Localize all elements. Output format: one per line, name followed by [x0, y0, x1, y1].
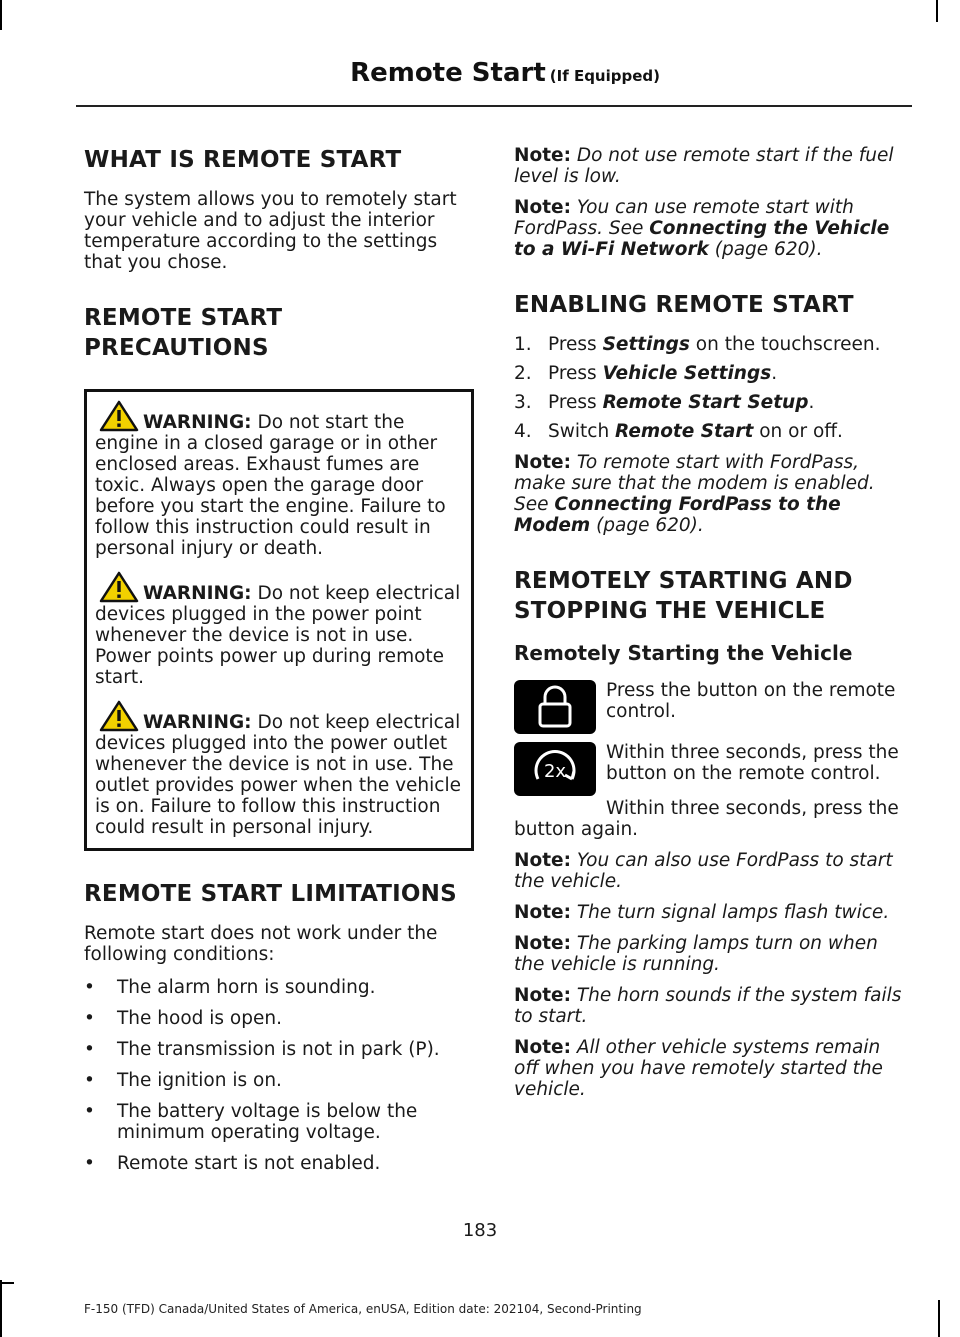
header-subtitle: (If Equipped)	[549, 67, 660, 85]
warning-label: WARNING:	[143, 412, 252, 433]
lock-step	[514, 680, 910, 734]
page-header-title	[350, 58, 660, 88]
remotely-starting-heading	[514, 566, 910, 626]
note-page-ref: (page 620).	[590, 515, 704, 536]
note-label: Note:	[514, 145, 571, 166]
crop-mark	[0, 0, 2, 30]
step-text: Press	[548, 363, 603, 384]
right-column	[514, 145, 910, 1110]
step-number: 3.	[514, 392, 532, 413]
step-item	[514, 392, 910, 413]
page-footer: F-150 (TFD) Canada/United States of America, enUSA, Edition date: 202104, Second-Printing	[84, 1302, 642, 1316]
note-text: Do not use remote start if the fuel level is low.	[514, 145, 894, 187]
list-item: • The hood is open.	[84, 1008, 474, 1029]
note-text: The horn sounds if the system fails to start.	[514, 985, 902, 1027]
lock-icon	[514, 680, 596, 734]
press-again-text	[514, 798, 910, 840]
remotely-starting-subheading: Remotely Starting the Vehicle	[514, 641, 853, 665]
what-is-remote-start-body: The system allows you to remotely start your vehicle and to adjust the interior temperature according to the settings that you chose.	[84, 189, 457, 273]
note	[514, 850, 910, 892]
step-item	[514, 363, 910, 384]
note	[514, 452, 910, 536]
enabling-heading: ENABLING REMOTE START	[514, 292, 854, 318]
note-label: Note:	[514, 933, 571, 954]
warning-text: Do not keep electrical devices plugged into the power outlet whenever the device is not in use. The outlet provides power when the vehicle is on. Failure to follow this instruction could result in personal injury.	[95, 712, 461, 838]
note	[514, 197, 910, 260]
warning-text: Do not keep electrical devices plugged in the power point whenever the device is not in use. Power points power up during remote start.	[95, 583, 461, 688]
step-number: 2.	[514, 363, 532, 384]
note-text: All other vehicle systems remain off when you have remotely started the vehicle.	[514, 1037, 883, 1100]
remote-icon-label: 2x	[543, 761, 567, 782]
ui-term: Remote Start Setup	[602, 392, 809, 413]
crop-mark	[936, 0, 938, 22]
list-item: • The alarm horn is sounding.	[84, 977, 474, 998]
limitations-intro: Remote start does not work under the following conditions:	[84, 923, 438, 965]
warning-label: WARNING:	[143, 712, 252, 733]
cross-reference-link[interactable]: Connecting the Vehicle to a Wi-Fi Network	[514, 218, 890, 260]
step-number: 1.	[514, 334, 532, 355]
crop-mark	[0, 1282, 14, 1284]
step-text: .	[808, 392, 815, 413]
note	[514, 145, 910, 187]
ui-term: Vehicle Settings	[602, 363, 772, 384]
limitations-list	[84, 977, 474, 1174]
step-item	[514, 334, 910, 355]
ui-term: Settings	[602, 334, 690, 355]
step-text: Press	[548, 392, 603, 413]
list-item: • The transmission is not in park (P).	[84, 1039, 474, 1060]
warning-label: WARNING:	[143, 583, 252, 604]
header-title: Remote Start	[350, 58, 546, 88]
warning-triangle-icon	[99, 400, 139, 432]
press-again-text-body: Within three seconds, press the button again.	[514, 798, 899, 840]
note	[514, 1037, 910, 1100]
remotely-starting-heading-line-1: REMOTELY STARTING AND	[514, 568, 853, 594]
note	[514, 985, 910, 1027]
warning-text: Do not start the engine in a closed garage or in other enclosed areas. Exhaust fumes are toxic. Always open the garage door before you start the engine. Failure to follow this instruction could result in personal injury or death.	[95, 412, 446, 559]
list-item: • Remote start is not enabled.	[84, 1153, 474, 1174]
crop-mark	[938, 1300, 940, 1337]
header-divider	[76, 105, 912, 107]
crop-mark	[0, 1280, 2, 1337]
note	[514, 902, 910, 923]
limitations-heading: REMOTE START LIMITATIONS	[84, 881, 457, 907]
step-text: on or off.	[753, 421, 843, 442]
warning-item	[95, 571, 463, 688]
note-text: The parking lamps turn on when the vehicle is running.	[514, 933, 878, 975]
note-label: Note:	[514, 850, 571, 871]
precautions-heading-line-1: REMOTE START	[84, 305, 283, 331]
note	[514, 933, 910, 975]
step-text: on the touchscreen.	[689, 334, 881, 355]
cross-reference-link[interactable]: Connecting FordPass to the Modem	[514, 494, 841, 536]
ui-term: Remote Start	[615, 421, 754, 442]
note-text: To remote start with FordPass, make sure that the modem is enabled. See	[514, 452, 875, 515]
list-item: • The ignition is on.	[84, 1070, 474, 1091]
list-item: • The battery voltage is below the minimum operating voltage.	[84, 1101, 474, 1143]
step-text: Switch	[548, 421, 616, 442]
precautions-heading	[84, 303, 474, 363]
precautions-heading-line-2: PRECAUTIONS	[84, 335, 269, 361]
note-label: Note:	[514, 985, 571, 1006]
warning-item	[95, 400, 463, 559]
warning-item	[95, 700, 463, 838]
enabling-steps	[514, 334, 910, 442]
remotely-starting-heading-line-2: STOPPING THE VEHICLE	[514, 598, 826, 624]
lock-step-text: Press the button on the remote control.	[606, 680, 896, 722]
note-label: Note:	[514, 452, 571, 473]
step-item	[514, 421, 910, 442]
what-is-remote-start-heading: WHAT IS REMOTE START	[84, 147, 402, 173]
remote-start-step-text: Within three seconds, press the button on the remote control.	[606, 742, 899, 784]
left-column	[84, 145, 474, 1184]
remote-start-step	[514, 742, 910, 796]
warning-box	[84, 389, 474, 851]
note-text: The turn signal lamps flash twice.	[570, 902, 890, 923]
note-page-ref: (page 620).	[708, 239, 823, 260]
note-label: Note:	[514, 1037, 571, 1058]
step-text: .	[771, 363, 778, 384]
page-number: 183	[462, 1220, 498, 1241]
note-text: You can also use FordPass to start the vehicle.	[514, 850, 893, 892]
note-text: You can use remote start with FordPass. See	[514, 197, 854, 239]
step-text: Press	[548, 334, 603, 355]
note-label: Note:	[514, 197, 571, 218]
warning-triangle-icon	[99, 700, 139, 732]
remote-start-2x-icon	[514, 742, 596, 796]
step-number: 4.	[514, 421, 532, 442]
warning-triangle-icon	[99, 571, 139, 603]
note-label: Note:	[514, 902, 571, 923]
